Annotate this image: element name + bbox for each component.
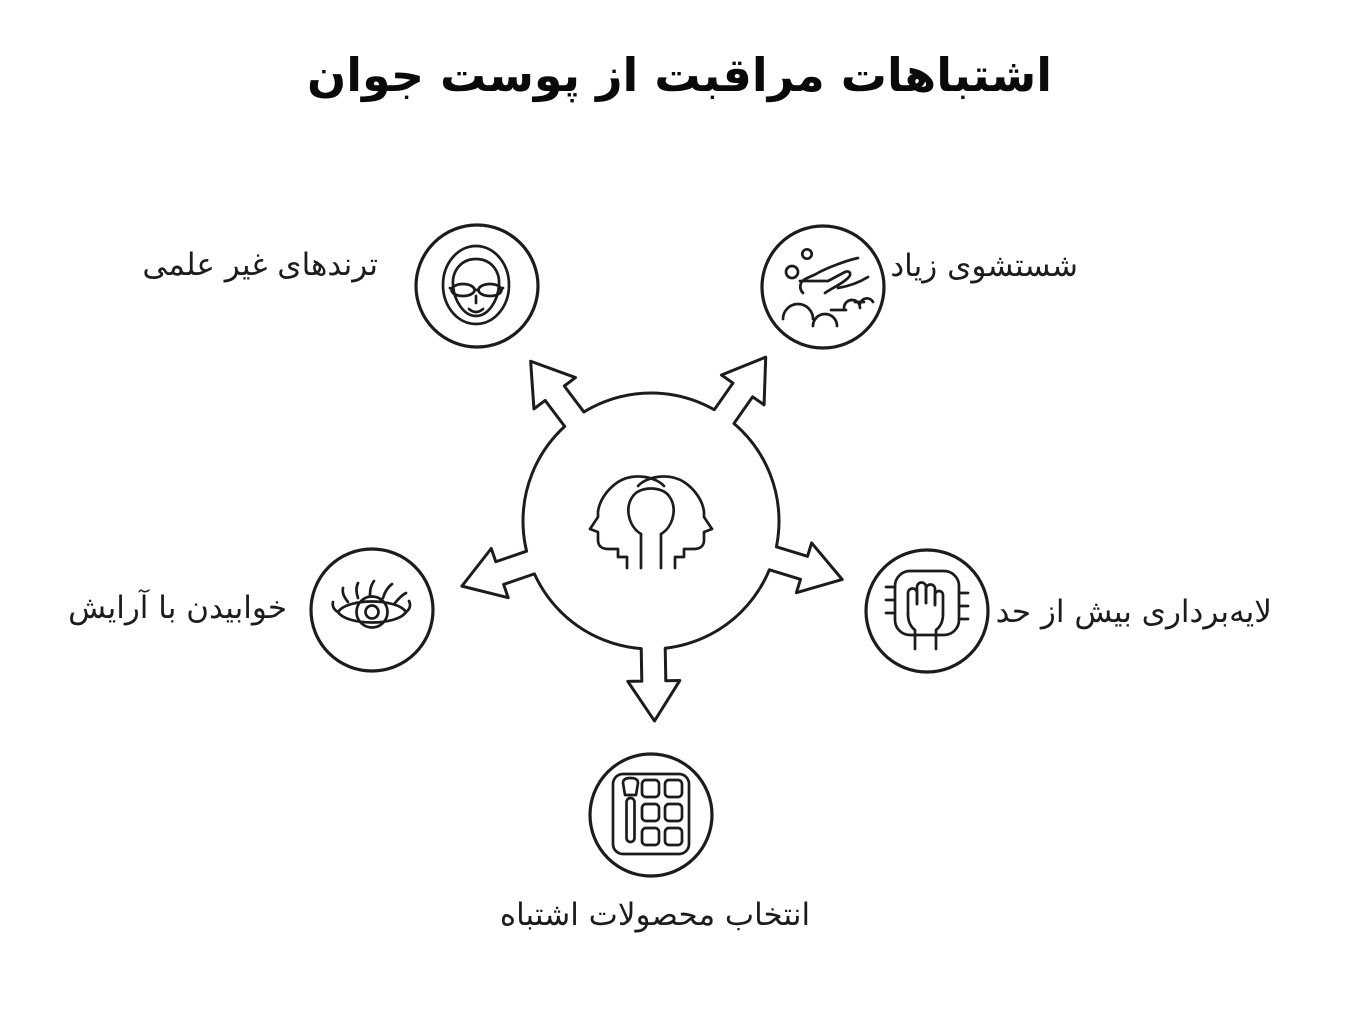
hand-scrub-pad-icon [862, 546, 992, 676]
label-over-washing: شستشوی زیاد [890, 248, 1078, 284]
center-diagram-hub [426, 340, 876, 740]
label-unscientific-trends: ترندهای غیر علمی [142, 247, 378, 283]
hand-washing-foam-icon [758, 222, 888, 352]
hub-arrows-graphic [426, 340, 876, 740]
makeup-palette-brush-icon [586, 750, 716, 880]
label-wrong-products: انتخاب محصولات اشتباه [499, 897, 811, 933]
label-sleeping-with-makeup: خوابیدن با آرایش [68, 590, 287, 626]
eye-with-lashes-icon [307, 545, 437, 675]
page-title: اشتباهات مراقبت از پوست جوان [306, 48, 1053, 102]
face-with-glasses-icon [412, 221, 542, 351]
label-over-exfoliation: لایه‌برداری بیش از حد [995, 594, 1272, 630]
